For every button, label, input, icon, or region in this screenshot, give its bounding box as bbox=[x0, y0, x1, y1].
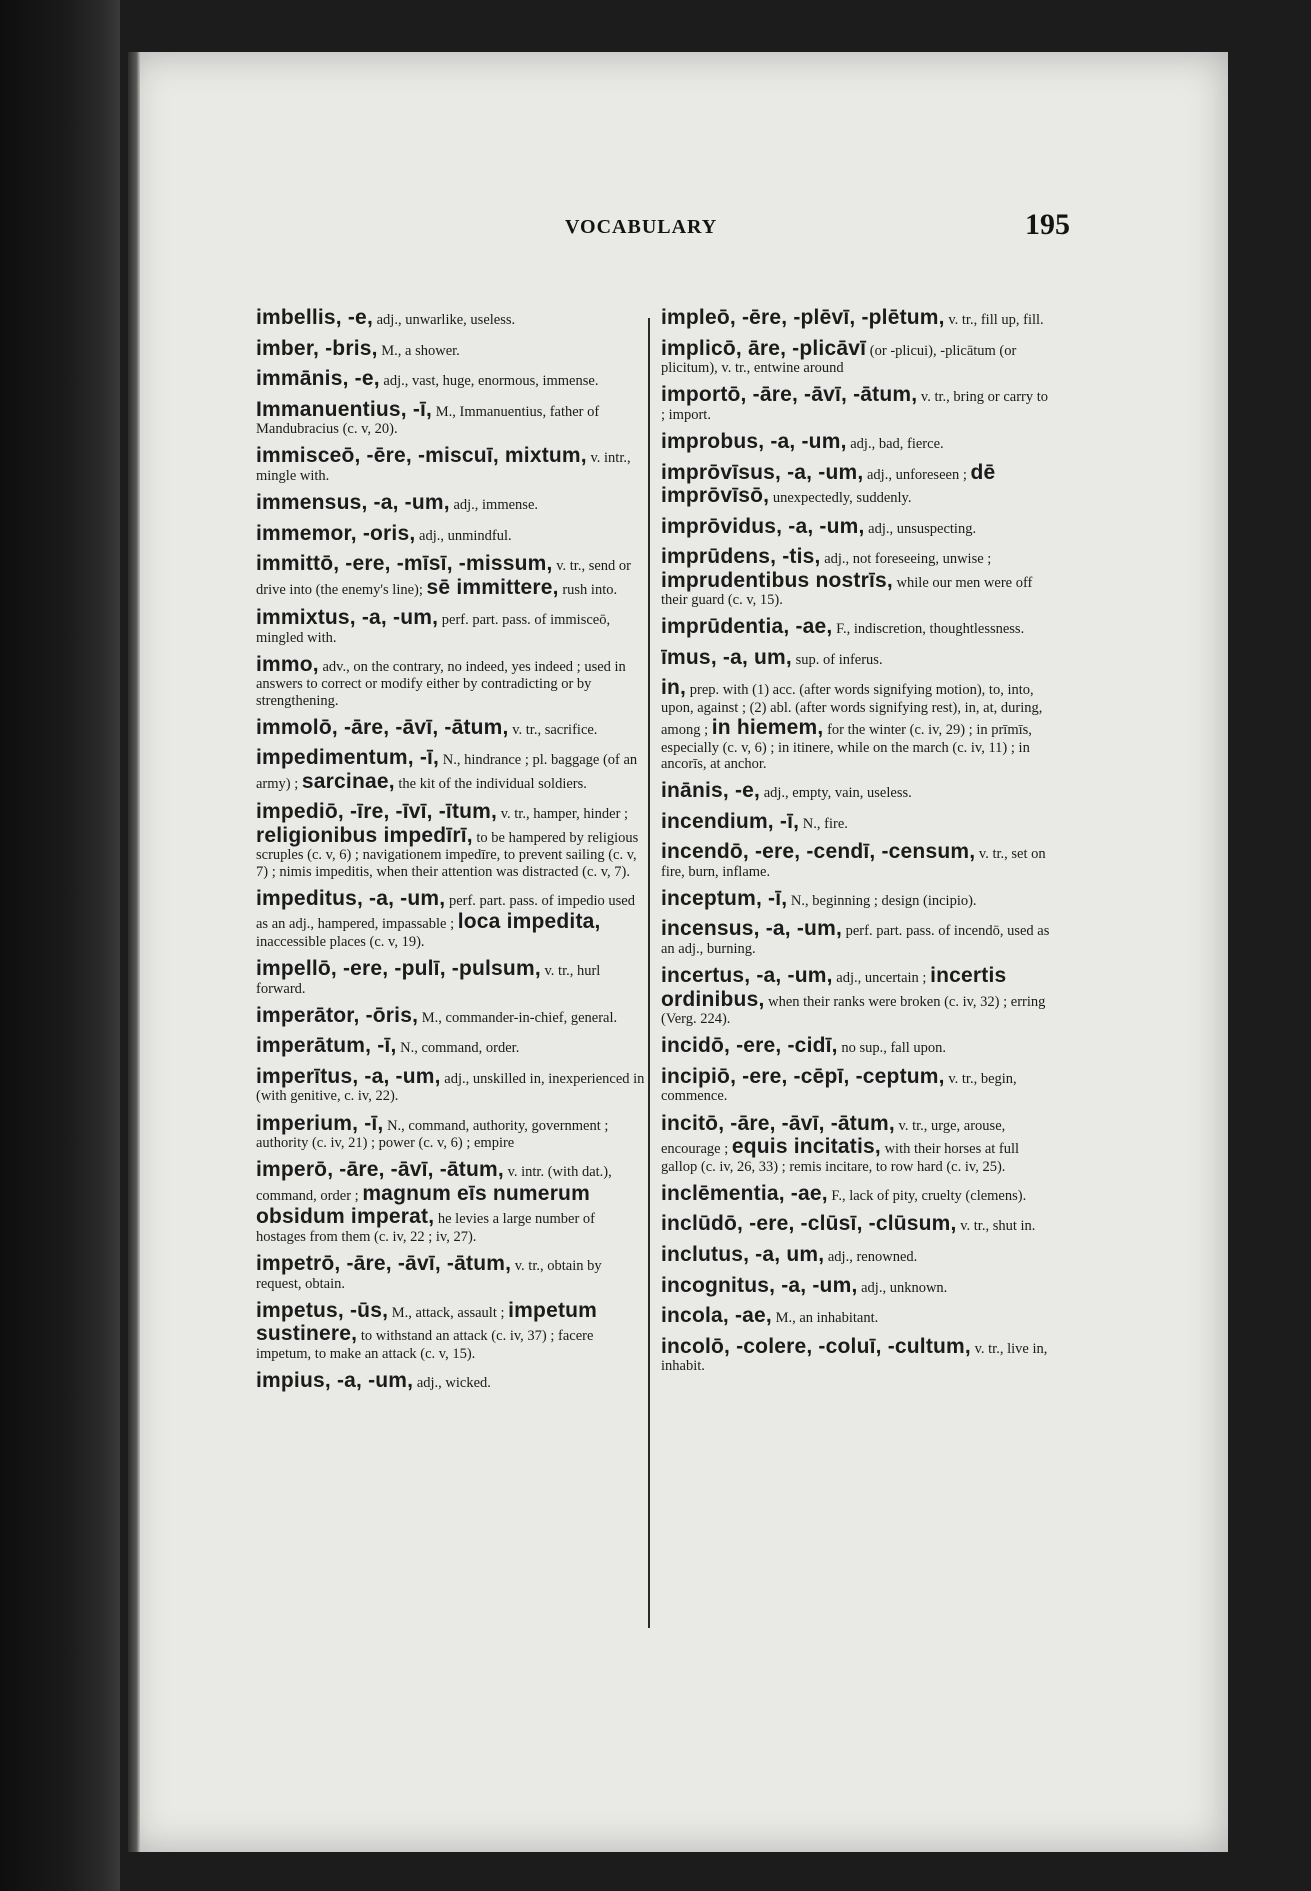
entry-definition: perf. part. pass. of immisceō, mingled with. bbox=[256, 612, 611, 646]
entry-headword: impetus, -ūs, bbox=[256, 1298, 389, 1322]
dictionary-entry bbox=[661, 306, 1053, 330]
entry-definition: adj., vast, huge, enormous, immense. bbox=[383, 373, 599, 390]
entry-definition: prep. with (1) acc. (after words signifying motion), to, into, upon, against ; (2) abl. (after words signifying rest), in, at, during, among ; bbox=[661, 682, 1043, 739]
entry-definition: N., command, authority, government ; authority (c. iv, 21) ; power (c. v, 6) ; empire bbox=[256, 1117, 609, 1152]
dictionary-entry bbox=[661, 1065, 1053, 1105]
running-head: VOCABULARY bbox=[565, 216, 718, 238]
entry-phrase: incertis ordinibus, bbox=[661, 964, 1007, 1011]
entry-headword: imber, -bris, bbox=[256, 336, 378, 360]
dictionary-entry bbox=[661, 461, 1053, 508]
dictionary-entry bbox=[256, 1065, 648, 1105]
entry-definition: M., an inhabitant. bbox=[775, 1310, 879, 1327]
entry-phrase: imprudentibus nostrīs, bbox=[661, 568, 893, 592]
entry-phrase-definition: rush into. bbox=[562, 581, 618, 598]
dictionary-entry bbox=[256, 800, 648, 880]
dictionary-entry bbox=[256, 398, 648, 438]
entry-headword: imprōvidus, -a, -um, bbox=[661, 514, 865, 538]
entry-definition: v. tr., set on fire, burn, inflame. bbox=[661, 846, 1046, 880]
entry-phrase: magnum eīs numerum obsidum imperat, bbox=[256, 1181, 590, 1229]
entry-phrase-definition: while our men were off their guard (c. v, 15). bbox=[661, 574, 1033, 609]
dictionary-entry bbox=[256, 1299, 648, 1362]
entry-headword: Immanuentius, -ī, bbox=[256, 397, 433, 421]
dictionary-entry bbox=[661, 1034, 1053, 1058]
dictionary-entry bbox=[256, 491, 648, 515]
entry-phrase: in hiemem, bbox=[711, 716, 824, 740]
entry-definition: perf. part. pass. of incendō, used as an adj., burning. bbox=[661, 923, 1050, 957]
dictionary-entry bbox=[661, 1243, 1053, 1267]
dictionary-entry bbox=[256, 306, 648, 330]
dictionary-entry bbox=[661, 779, 1053, 803]
entry-headword: incertus, -a, -um, bbox=[661, 964, 833, 988]
entry-definition: v. tr., urge, arouse, encourage ; bbox=[661, 1117, 1006, 1158]
dictionary-entry bbox=[256, 522, 648, 546]
entry-definition: v. tr., hurl forward. bbox=[256, 963, 601, 997]
entry-definition: N., hindrance ; pl. baggage (of an army) ; bbox=[256, 752, 638, 792]
entry-headword: inclutus, -a, um, bbox=[661, 1242, 825, 1266]
entry-headword: importō, -āre, -āvī, -ātum, bbox=[661, 383, 918, 407]
page-header bbox=[120, 208, 1070, 258]
entry-headword: imperātor, -ōris, bbox=[256, 1003, 419, 1027]
page-gutter bbox=[128, 52, 140, 1852]
entry-headword: inānis, -e, bbox=[661, 779, 761, 803]
dictionary-entry bbox=[256, 746, 648, 793]
dictionary-entry bbox=[661, 676, 1053, 772]
dictionary-entry bbox=[256, 367, 648, 391]
entry-phrase: religionibus impedīrī, bbox=[256, 823, 473, 847]
dictionary-entry bbox=[661, 964, 1053, 1027]
left-column bbox=[256, 306, 648, 1626]
dictionary-entry bbox=[256, 1112, 648, 1152]
entry-headword: immo, bbox=[256, 652, 319, 676]
entry-definition: v. tr., begin, commence. bbox=[661, 1070, 1017, 1105]
entry-headword: impediō, -īre, -īvī, -ītum, bbox=[256, 800, 498, 824]
dictionary-entry bbox=[661, 545, 1053, 608]
entry-headword: immisceō, -ēre, -miscuī, mixtum, bbox=[256, 444, 587, 468]
entry-definition: v. intr. (with dat.), command, order ; bbox=[256, 1164, 612, 1204]
dictionary-entry bbox=[256, 1004, 648, 1028]
entry-definition: v. tr., sacrifice. bbox=[512, 721, 598, 738]
entry-headword: immensus, -a, -um, bbox=[256, 491, 450, 515]
entry-definition: v. tr., send or drive into (the enemy's line); bbox=[256, 558, 631, 598]
entry-definition: adj., unknown. bbox=[861, 1279, 948, 1296]
entry-definition: adj., unsuspecting. bbox=[868, 520, 977, 537]
dictionary-entry bbox=[661, 1335, 1053, 1375]
entry-definition: F., indiscretion, thoughtlessness. bbox=[836, 621, 1025, 638]
entry-headword: incognitus, -a, -um, bbox=[661, 1273, 858, 1297]
entry-definition: adj., unforeseen ; bbox=[867, 466, 967, 483]
dictionary-entry bbox=[661, 383, 1053, 423]
entry-definition: adj., renowned. bbox=[827, 1248, 918, 1265]
dictionary-entry bbox=[661, 646, 1053, 670]
entry-definition: adj., immense. bbox=[453, 497, 539, 514]
entry-definition: adj., wicked. bbox=[416, 1375, 491, 1392]
entry-headword: in, bbox=[661, 676, 687, 700]
scan-left-edge bbox=[0, 0, 120, 1891]
entry-definition: v. tr., hamper, hinder ; bbox=[500, 806, 629, 823]
entry-headword: impleō, -ēre, -plēvī, -plētum, bbox=[661, 306, 945, 329]
entry-headword: incipiō, -ere, -cēpī, -ceptum, bbox=[661, 1064, 945, 1088]
dictionary-entry bbox=[256, 716, 648, 740]
entry-headword: incendium, -ī, bbox=[661, 809, 800, 833]
entry-headword: incolō, -colere, -coluī, -cultum, bbox=[661, 1334, 971, 1358]
entry-definition: (or -plicui), -plicātum (or plicitum), v. tr., entwine around bbox=[661, 342, 1017, 377]
dictionary-entry bbox=[661, 515, 1053, 539]
entry-phrase: sē immittere, bbox=[426, 575, 559, 599]
dictionary-entry bbox=[256, 1252, 648, 1292]
entry-definition: M., attack, assault ; bbox=[391, 1304, 505, 1321]
entry-definition: v. tr., bring or carry to ; import. bbox=[661, 389, 1049, 423]
entry-phrase-definition: to withstand an attack (c. iv, 37) ; facere impetum, to make an attack (c. v, 15). bbox=[256, 1328, 594, 1362]
entry-definition: N., command, order. bbox=[400, 1040, 520, 1057]
dictionary-entry bbox=[256, 1369, 648, 1393]
column-rule bbox=[648, 318, 650, 1628]
entry-headword: impeditus, -a, -um, bbox=[256, 886, 446, 910]
entry-definition: M., a shower. bbox=[381, 342, 460, 359]
entry-headword: immixtus, -a, -um, bbox=[256, 606, 439, 630]
dictionary-entry bbox=[661, 1182, 1053, 1206]
dictionary-entry bbox=[661, 1212, 1053, 1236]
entry-headword: imprūdens, -tis, bbox=[661, 545, 821, 569]
entry-definition: adj., unmindful. bbox=[419, 527, 512, 544]
entry-headword: īmus, -a, um, bbox=[661, 645, 792, 669]
entry-definition: F., lack of pity, cruelty (clemens). bbox=[831, 1187, 1027, 1204]
entry-definition: v. tr., shut in. bbox=[960, 1218, 1036, 1235]
entry-phrase-definition: he levies a large number of hostages from them (c. iv, 22 ; iv, 27). bbox=[256, 1211, 596, 1245]
entry-headword: immittō, -ere, -mīsī, -missum, bbox=[256, 552, 553, 576]
dictionary-entry bbox=[661, 337, 1053, 377]
entry-phrase-definition: to be hampered by religious scruples (c. v, 6) ; navigationem impedīre, to prevent sailing (c. v, 7) ; nimis impeditis, when their attention was distracted (c. v, 7). bbox=[256, 829, 639, 880]
entry-definition: adv., on the contrary, no indeed, yes indeed ; used in answers to correct or modify either by contradicting or by strengthening. bbox=[256, 658, 626, 709]
dictionary-entry bbox=[256, 552, 648, 599]
entry-definition: v. tr., live in, inhabit. bbox=[661, 1340, 1048, 1375]
entry-definition: N., beginning ; design (incipio). bbox=[790, 892, 977, 909]
entry-headword: incidō, -ere, -cidī, bbox=[661, 1034, 838, 1058]
dictionary-entry bbox=[256, 1158, 648, 1245]
entry-headword: impedimentum, -ī, bbox=[256, 746, 440, 770]
entry-definition: v. tr., obtain by request, obtain. bbox=[256, 1258, 602, 1292]
dictionary-entry bbox=[661, 430, 1053, 454]
entry-definition: M., commander-in-chief, general. bbox=[421, 1009, 618, 1026]
entry-phrase: dē imprōvīsō, bbox=[661, 460, 996, 508]
entry-phrase-definition: for the winter (c. iv, 29) ; in prīmīs, especially (c. v, 6) ; in itinere, while on the march (c. iv, 11) ; in ancorīs, at anchor. bbox=[661, 722, 1032, 772]
entry-headword: impetrō, -āre, -āvī, -ātum, bbox=[256, 1252, 512, 1276]
entry-headword: imprōvīsus, -a, -um, bbox=[661, 460, 864, 484]
entry-definition: N., fire. bbox=[802, 815, 848, 832]
dictionary-entry bbox=[661, 615, 1053, 639]
entry-definition: adj., unskilled in, inexperienced in (with genitive, c. iv, 22). bbox=[256, 1070, 645, 1105]
dictionary-entry bbox=[661, 810, 1053, 834]
entry-headword: inclēmentia, -ae, bbox=[661, 1181, 828, 1205]
entry-definition: v. intr., mingle with. bbox=[256, 450, 631, 484]
entry-headword: improbus, -a, -um, bbox=[661, 430, 847, 454]
dictionary-entry bbox=[661, 840, 1053, 880]
entry-definition: adj., uncertain ; bbox=[836, 970, 927, 987]
entry-definition: sup. of inferus. bbox=[795, 651, 883, 668]
entry-phrase: loca impedita, bbox=[457, 910, 601, 934]
dictionary-entry bbox=[256, 444, 648, 484]
dictionary-entry bbox=[661, 1112, 1053, 1175]
page-number: 195 bbox=[1025, 208, 1070, 241]
dictionary-entry bbox=[256, 337, 648, 361]
entry-headword: incitō, -āre, -āvī, -ātum, bbox=[661, 1111, 895, 1135]
entry-definition: perf. part. pass. of impedio used as an adj., hampered, impassable ; bbox=[256, 892, 635, 933]
entry-phrase-definition: with their horses at full gallop (c. iv, 26, 33) ; remis incitare, to row hard (c. iv, 25). bbox=[661, 1141, 1020, 1175]
entry-definition: adj., bad, fierce. bbox=[850, 436, 944, 453]
dictionary-entry bbox=[256, 653, 648, 709]
entry-headword: incola, -ae, bbox=[661, 1304, 772, 1328]
entry-definition: adj., not foreseeing, unwise ; bbox=[824, 551, 992, 568]
entry-definition: adj., empty, vain, useless. bbox=[763, 785, 912, 802]
entry-headword: immānis, -e, bbox=[256, 367, 380, 391]
entry-headword: immemor, -oris, bbox=[256, 521, 416, 545]
entry-phrase: equis incitatis, bbox=[731, 1135, 881, 1159]
entry-headword: inceptum, -ī, bbox=[661, 886, 788, 910]
entry-headword: imperātum, -ī, bbox=[256, 1034, 397, 1058]
dictionary-entry bbox=[661, 917, 1053, 957]
entry-phrase-definition: when their ranks were broken (c. iv, 32) ; erring (Verg. 224). bbox=[661, 993, 1046, 1028]
dictionary-entry bbox=[256, 1034, 648, 1058]
entry-headword: impius, -a, -um, bbox=[256, 1369, 414, 1393]
entry-definition: adj., unwarlike, useless. bbox=[376, 312, 516, 328]
entry-headword: imbellis, -e, bbox=[256, 306, 373, 329]
entry-headword: incendō, -ere, -cendī, -censum, bbox=[661, 840, 976, 864]
entry-phrase: impetum sustinere, bbox=[256, 1298, 598, 1346]
dictionary-entry bbox=[256, 606, 648, 646]
entry-headword: implicō, āre, -plicāvī bbox=[661, 336, 867, 360]
entry-headword: imprūdentia, -ae, bbox=[661, 615, 833, 639]
dictionary-entry bbox=[256, 887, 648, 950]
entry-headword: immolō, -āre, -āvī, -ātum, bbox=[256, 715, 509, 739]
entry-phrase-definition: the kit of the individual soldiers. bbox=[398, 775, 587, 792]
dictionary-entry bbox=[661, 1274, 1053, 1298]
entry-phrase: sarcinae, bbox=[301, 769, 395, 793]
entry-definition: M., Immanuentius, father of Mandubracius (c. v, 20). bbox=[256, 403, 600, 438]
entry-headword: imperītus, -a, -um, bbox=[256, 1064, 441, 1088]
entry-headword: impellō, -ere, -pulī, -pulsum, bbox=[256, 957, 541, 981]
dictionary-entry bbox=[256, 957, 648, 997]
right-column bbox=[661, 306, 1053, 1626]
entry-phrase-definition: unexpectedly, suddenly. bbox=[772, 490, 912, 507]
entry-definition: v. tr., fill up, fill. bbox=[948, 312, 1044, 328]
entry-headword: inclūdō, -ere, -clūsī, -clūsum, bbox=[661, 1212, 957, 1236]
entry-phrase-definition: inaccessible places (c. v, 19). bbox=[256, 933, 425, 950]
entry-headword: imperium, -ī, bbox=[256, 1111, 384, 1135]
entry-definition: no sup., fall upon. bbox=[841, 1040, 947, 1057]
dictionary-entry bbox=[661, 1304, 1053, 1328]
entry-headword: imperō, -āre, -āvī, -ātum, bbox=[256, 1158, 504, 1182]
entry-headword: incensus, -a, -um, bbox=[661, 917, 842, 941]
dictionary-entry bbox=[661, 887, 1053, 911]
